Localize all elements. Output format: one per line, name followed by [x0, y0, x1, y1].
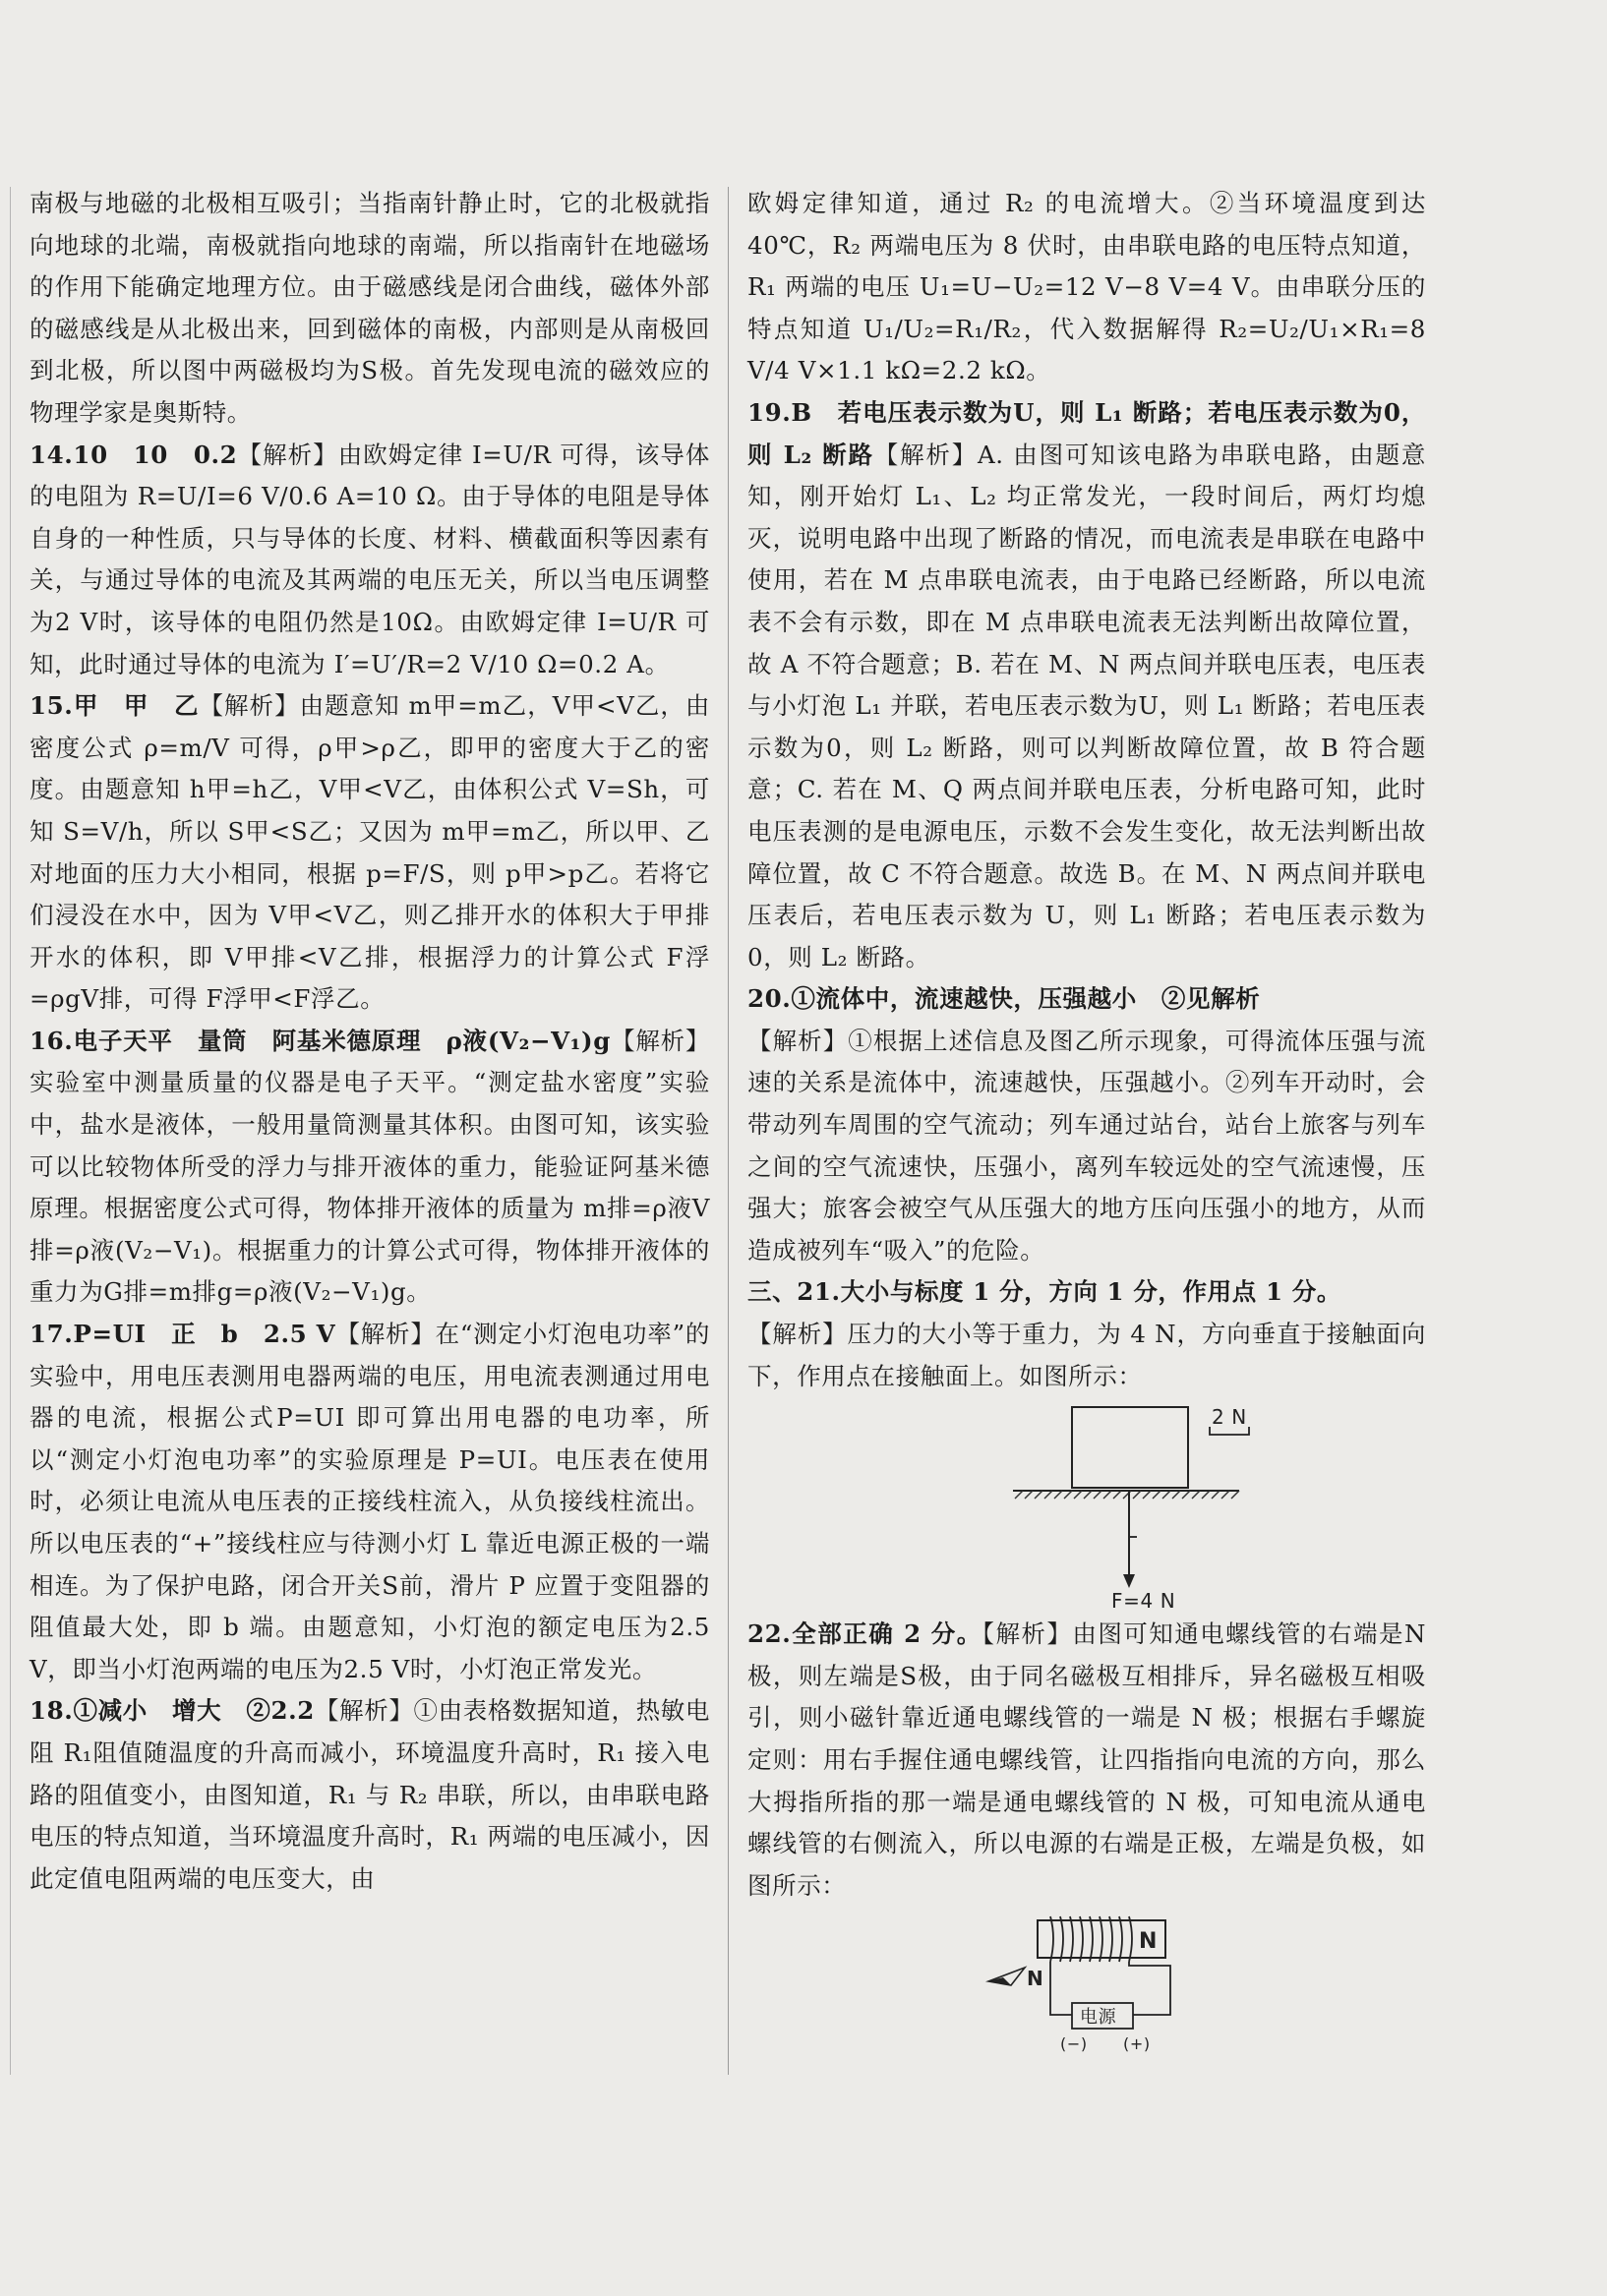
block-shape [1072, 1407, 1188, 1488]
q21-analysis: 【解析】压力的大小等于重力，为 4 N，方向垂直于接触面向下，作用点在接触面上。如图所示： [747, 1320, 1426, 1390]
q20-answer: 20.①流体中，流速越快，压强越小 ②见解析 [747, 984, 1261, 1014]
q22-analysis: 【解析】由图可知通电螺线管的右端是N极，则左端是S极，由于同名磁极互相排斥，异名磁极互相吸引，则小磁针靠近通电螺线管的一端是 N 极；根据右手螺旋定则：用右手握住通电螺线管，让四指指向电流的方向，那么大拇指所指的那一端是通电螺线管的 N 极，可知电流从通电螺线管的右侧流入，所以电源的右端是正极，左端是负极，如图所示： [747, 1619, 1426, 1900]
q16-analysis: 【解析】实验室中测量质量的仪器是电子天平。“测定盐水密度”实验中，盐水是液体，一般用量筒测量其体积。由图可知，该实验可以比较物体所受的浮力与排开液体的重力，能验证阿基米德原理。根据密度公式可得，物体排开液体的质量为 m排=ρ液V排=ρ液(V₂−V₁)。根据重力的计算公式可得，物体排开液体的重力为G排=m排g=ρ液(V₂−V₁)g。 [30, 1026, 710, 1307]
q18-answer: 18.①减小 增大 ②2.2 [30, 1696, 315, 1726]
coil-pole-label: N [1139, 1929, 1159, 1955]
needle-pole-label: N [1027, 1967, 1044, 1991]
q22-answer: 22.全部正确 2 分。 [747, 1619, 982, 1649]
q19-answer: 19.B 若电压表示数为U，则 L₁ 断路；若电压表示数为0，则 L₂ 断路 [747, 397, 1426, 469]
column-divider [728, 187, 729, 2075]
q14-answer: 14.10 10 0.2 [30, 440, 238, 469]
q19-analysis: 【解析】A. 由图可知该电路为串联电路，由题意知，刚开始灯 L₁、L₂ 均正常发光，一段时间后，两灯均熄灭，说明电路中出现了断路的情况，而电流表是串联在电路中使用，若在 M 点串联电流表，由于电路已经断路，所以电流表不会有示数，即在 M 点串联电流表无法判断出故障位置，故 A 不符合题意；B. 若在 M、N 两点间并联电压表，电压表与小灯泡 L₁ 并联，若电压表示数为U，则 L₁ 断路；若电压表示数为0，则 L₂ 断路，则可以判断故障位置，故 B 符合题意；C. 若在 M、Q 两点间并联电压表，分析电路可知，此时电压表测的是电源电压，示数不会发生变化，故无法判断出故障位置，故 C 不符合题意。故选 B。在 M、N 两点间并联电压表后，若电压表示数为 U，则 L₁ 断路；若电压表示数为 0，则 L₂ 断路。 [747, 440, 1426, 971]
q18-analysis: 【解析】①由表格数据知道，热敏电阻 R₁阻值随温度的升高而减小，环境温度升高时，R₁ 接入电路的阻值变小，由图知道，R₁ 与 R₂ 串联，所以，由串联电路电压的特点知道，当环境温度升高时，R₁ 两端的电压减小，因此定值电阻两端的电压变大，由 [30, 1696, 710, 1893]
q16-answer: 16.电子天平 量筒 阿基米德原理 ρ液(V₂−V₁)g [30, 1026, 611, 1055]
solenoid-coil [1050, 1916, 1132, 1962]
right-column [747, 183, 1426, 2084]
paragraph-q18-continued: 欧姆定律知道，通过 R₂ 的电流增大。②当环境温度到达40℃，R₂ 两端电压为 8 伏时，由串联电路的电压特点知道，R₁ 两端的电压 U₁=U−U₂=12 V−8 V=4 V。由串联分压的特点知道 U₁/U₂=R₁/R₂，代入数据解得 R₂=U₂/U₁×R₁=8 V/4 V×1.1 kΩ=2.2 kΩ。 [747, 189, 1426, 385]
left-column [30, 183, 710, 1900]
q15-answer: 15.甲 甲 乙 [30, 691, 200, 721]
q20-analysis: 【解析】①根据上述信息及图乙所示现象，可得流体压强与流速的关系是流体中，流速越快，压强越小。②列车开动时，会带动列车周围的空气流动；列车通过站台，站台上旅客与列车之间的空气流速快，压强小，离列车较远处的空气流速慢，压强大；旅客会被空气从压强大的地方压向压强小的地方，从而造成被列车“吸入”的危险。 [747, 1026, 1426, 1265]
q15-analysis: 【解析】由题意知 m甲=m乙，V甲<V乙，由密度公式 ρ=m/V 可得，ρ甲>ρ乙，即甲的密度大于乙的密度。由题意知 h甲=h乙，V甲<V乙，由体积公式 V=Sh，可知 S=V/h，所以 S甲<S乙；又因为 m甲=m乙，所以甲、乙对地面的压力大小相同，根据 p=F/S，则 p甲>p乙。若将它们浸没在水中，因为 V甲<V乙，则乙排开水的体积大于甲排开水的体积，即 V甲排<V乙排，根据浮力的计算公式 F浮=ρgV排，可得 F浮甲<F浮乙。 [30, 691, 710, 1014]
force-diagram-figure [747, 1397, 1426, 1614]
left-margin-line [10, 187, 11, 2075]
scale-label: 2 N [1212, 1405, 1247, 1430]
q21-answer: 三、21.大小与标度 1 分，方向 1 分，作用点 1 分。 [747, 1277, 1341, 1307]
q17-answer: 17.P=UI 正 b 2.5 V [30, 1320, 336, 1349]
positive-terminal-label: (+) [1123, 2034, 1151, 2054]
power-source-label: 电源 [1080, 2007, 1117, 2029]
q14-analysis: 【解析】由欧姆定律 I=U/R 可得，该导体的电阻为 R=U/I=6 V/0.6 A=10 Ω。由于导体的电阻是导体自身的一种性质，只与导体的长度、材料、横截面积等因素有关，与通过导体的电流及其两端的电压无关，所以当电压调整为2 V时，该导体的电阻仍然是10Ω。由欧姆定律 I=U/R 可知，此时通过导体的电流为 I′=U′/R=2 V/10 Ω=0.2 A。 [30, 440, 710, 678]
q17-analysis: 【解析】在“测定小灯泡电功率”的实验中，用电压表测用电器两端的电压，用电流表测通过用电器的电流，根据公式P=UI 即可算出用电器的电功率，所以“测定小灯泡电功率”的实验原理是 P=UI。电压表在使用时，必须让电流从电压表的正接线柱流入，从负接线柱流出。所以电压表的“+”接线柱应与待测小灯 L 靠近电源正极的一端相连。为了保护电路，闭合开关S前，滑片 P 应置于变阻器的阻值最大处，即 b 端。由题意知，小灯泡的额定电压为2.5 V，即当小灯泡两端的电压为2.5 V时，小灯泡正常发光。 [30, 1320, 710, 1683]
negative-terminal-label: (−) [1060, 2034, 1088, 2054]
paragraph-compass: 南极与地磁的北极相互吸引；当指南针静止时，它的北极就指向地球的北端，南极就指向地球的南端，所以指南针在地磁场的作用下能确定地理方位。由于磁感线是闭合曲线，磁体外部的磁感线是从北极出来，回到磁体的南极，内部则是从南极回到北极，所以图中两磁极均为S极。首先发现电流的磁效应的物理学家是奥斯特。 [30, 189, 710, 427]
arrowhead-icon [1123, 1574, 1135, 1588]
left-wire [1050, 1962, 1072, 2015]
force-label: F=4 N [1111, 1589, 1176, 1614]
right-wire [1129, 1962, 1170, 2015]
ground-hatching [1015, 1491, 1239, 1499]
compass-needle-icon [988, 1968, 1025, 1985]
solenoid-figure [747, 1907, 1426, 2084]
